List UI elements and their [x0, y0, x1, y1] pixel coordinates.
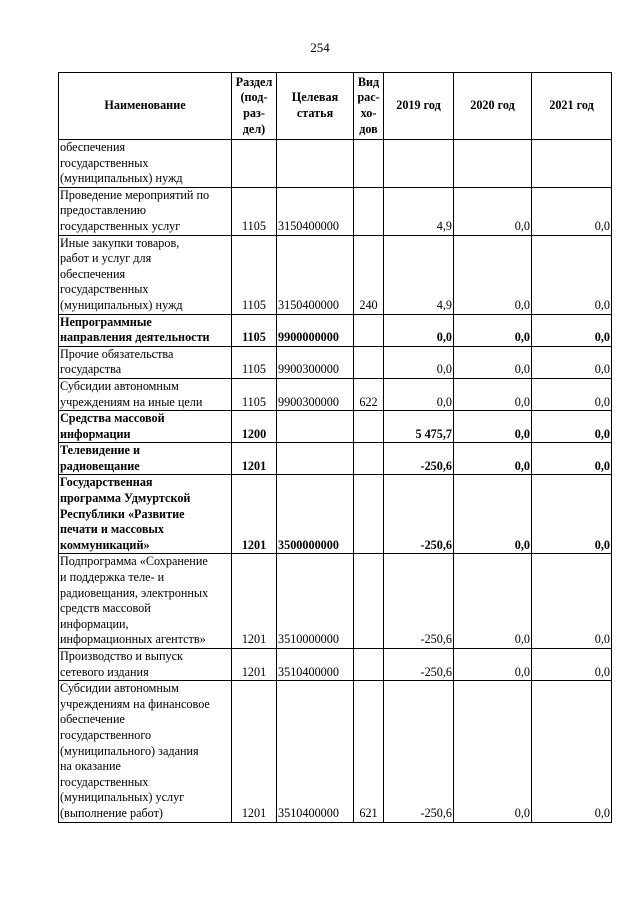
header-target: Целевая статья: [277, 73, 354, 140]
row-name: Субсидии автономным учреждениям на иные цели: [59, 378, 232, 410]
table-row: [59, 235, 612, 314]
row-value-2021: 0,0: [532, 475, 612, 554]
row-value-2019: 0,0: [384, 378, 454, 410]
row-value-2021: 0,0: [532, 378, 612, 410]
table-row: [59, 140, 612, 188]
row-expense-type: [354, 443, 384, 475]
row-value-2020: 0,0: [454, 378, 532, 410]
table-row: [59, 411, 612, 443]
header-2019: 2019 год: [384, 73, 454, 140]
row-name: обеспечения государственных (муниципальных) нужд: [59, 140, 232, 188]
row-value-2020: 0,0: [454, 314, 532, 346]
row-name: Государственная программа Удмуртской Республики «Развитие печати и массовых коммуникаций»: [59, 475, 232, 554]
row-section: 1201: [232, 649, 277, 681]
table-body: [59, 140, 612, 823]
row-value-2019: -250,6: [384, 554, 454, 649]
row-value-2019: 0,0: [384, 314, 454, 346]
row-value-2021: 0,0: [532, 314, 612, 346]
row-target: 9900000000: [277, 314, 354, 346]
row-expense-type: [354, 346, 384, 378]
row-value-2021: 0,0: [532, 649, 612, 681]
row-name: Телевидение и радиовещание: [59, 443, 232, 475]
row-section: 1105: [232, 378, 277, 410]
row-value-2019: -250,6: [384, 649, 454, 681]
row-target: 3510000000: [277, 554, 354, 649]
row-name: Средства массовой информации: [59, 411, 232, 443]
row-value-2019: -250,6: [384, 681, 454, 822]
row-value-2020: 0,0: [454, 649, 532, 681]
row-value-2021: [532, 140, 612, 188]
row-expense-type: 621: [354, 681, 384, 822]
row-expense-type: [354, 187, 384, 235]
row-value-2019: [384, 140, 454, 188]
row-name: Субсидии автономным учреждениям на финансовое обеспечение государственного (муниципального) задания на оказание государственных (муниципальных) услуг (выполнение работ): [59, 681, 232, 822]
row-expense-type: [354, 314, 384, 346]
row-target: 3150400000: [277, 187, 354, 235]
row-expense-type: [354, 649, 384, 681]
row-value-2019: -250,6: [384, 443, 454, 475]
page-number: 254: [310, 40, 330, 55]
row-name: Производство и выпуск сетевого издания: [59, 649, 232, 681]
row-value-2020: 0,0: [454, 346, 532, 378]
row-target: 3500000000: [277, 475, 354, 554]
row-value-2021: 0,0: [532, 554, 612, 649]
row-value-2020: 0,0: [454, 681, 532, 822]
row-target: 9900300000: [277, 346, 354, 378]
row-expense-type: 240: [354, 235, 384, 314]
header-section: Раздел (под- раз- дел): [232, 73, 277, 140]
table-row: [59, 378, 612, 410]
row-section: 1201: [232, 681, 277, 822]
table-row: [59, 314, 612, 346]
row-value-2021: 0,0: [532, 681, 612, 822]
row-expense-type: 622: [354, 378, 384, 410]
row-value-2021: 0,0: [532, 187, 612, 235]
row-section: 1201: [232, 443, 277, 475]
row-value-2019: -250,6: [384, 475, 454, 554]
row-name: Непрограммные направления деятельности: [59, 314, 232, 346]
row-target: 3510400000: [277, 681, 354, 822]
row-value-2020: 0,0: [454, 187, 532, 235]
row-value-2021: 0,0: [532, 235, 612, 314]
row-value-2019: 5 475,7: [384, 411, 454, 443]
row-section: 1201: [232, 554, 277, 649]
row-value-2019: 0,0: [384, 346, 454, 378]
row-target: 9900300000: [277, 378, 354, 410]
row-value-2020: 0,0: [454, 235, 532, 314]
row-value-2020: 0,0: [454, 554, 532, 649]
row-section: 1201: [232, 475, 277, 554]
row-name: Проведение мероприятий по предоставлению государственных услуг: [59, 187, 232, 235]
header-2020: 2020 год: [454, 73, 532, 140]
row-section: 1200: [232, 411, 277, 443]
table-row: [59, 187, 612, 235]
row-value-2021: 0,0: [532, 443, 612, 475]
row-name: Иные закупки товаров, работ и услуг для обеспечения государственных (муниципальных) нужд: [59, 235, 232, 314]
budget-table: [58, 72, 612, 823]
row-expense-type: [354, 411, 384, 443]
row-name: Прочие обязательства государства: [59, 346, 232, 378]
row-section: [232, 140, 277, 188]
header-2021: 2021 год: [532, 73, 612, 140]
row-expense-type: [354, 475, 384, 554]
row-target: 3510400000: [277, 649, 354, 681]
row-value-2019: 4,9: [384, 187, 454, 235]
row-name: Подпрограмма «Сохранение и поддержка теле- и радиовещания, электронных средств массовой информации, информационных агентств»: [59, 554, 232, 649]
header-expense-type: Вид рас- хо- дов: [354, 73, 384, 140]
row-expense-type: [354, 140, 384, 188]
row-value-2021: 0,0: [532, 411, 612, 443]
row-target: 3150400000: [277, 235, 354, 314]
row-value-2020: 0,0: [454, 443, 532, 475]
row-value-2020: 0,0: [454, 475, 532, 554]
row-value-2021: 0,0: [532, 346, 612, 378]
header-row: [59, 73, 612, 140]
table-row: [59, 475, 612, 554]
row-section: 1105: [232, 314, 277, 346]
row-expense-type: [354, 554, 384, 649]
row-value-2020: [454, 140, 532, 188]
row-section: 1105: [232, 187, 277, 235]
header-name: Наименование: [59, 73, 232, 140]
table-row: [59, 346, 612, 378]
row-target: [277, 411, 354, 443]
row-value-2019: 4,9: [384, 235, 454, 314]
row-target: [277, 140, 354, 188]
row-section: 1105: [232, 235, 277, 314]
row-section: 1105: [232, 346, 277, 378]
table-row: [59, 681, 612, 822]
row-value-2020: 0,0: [454, 411, 532, 443]
table-row: [59, 554, 612, 649]
row-target: [277, 443, 354, 475]
table-row: [59, 443, 612, 475]
table-row: [59, 649, 612, 681]
